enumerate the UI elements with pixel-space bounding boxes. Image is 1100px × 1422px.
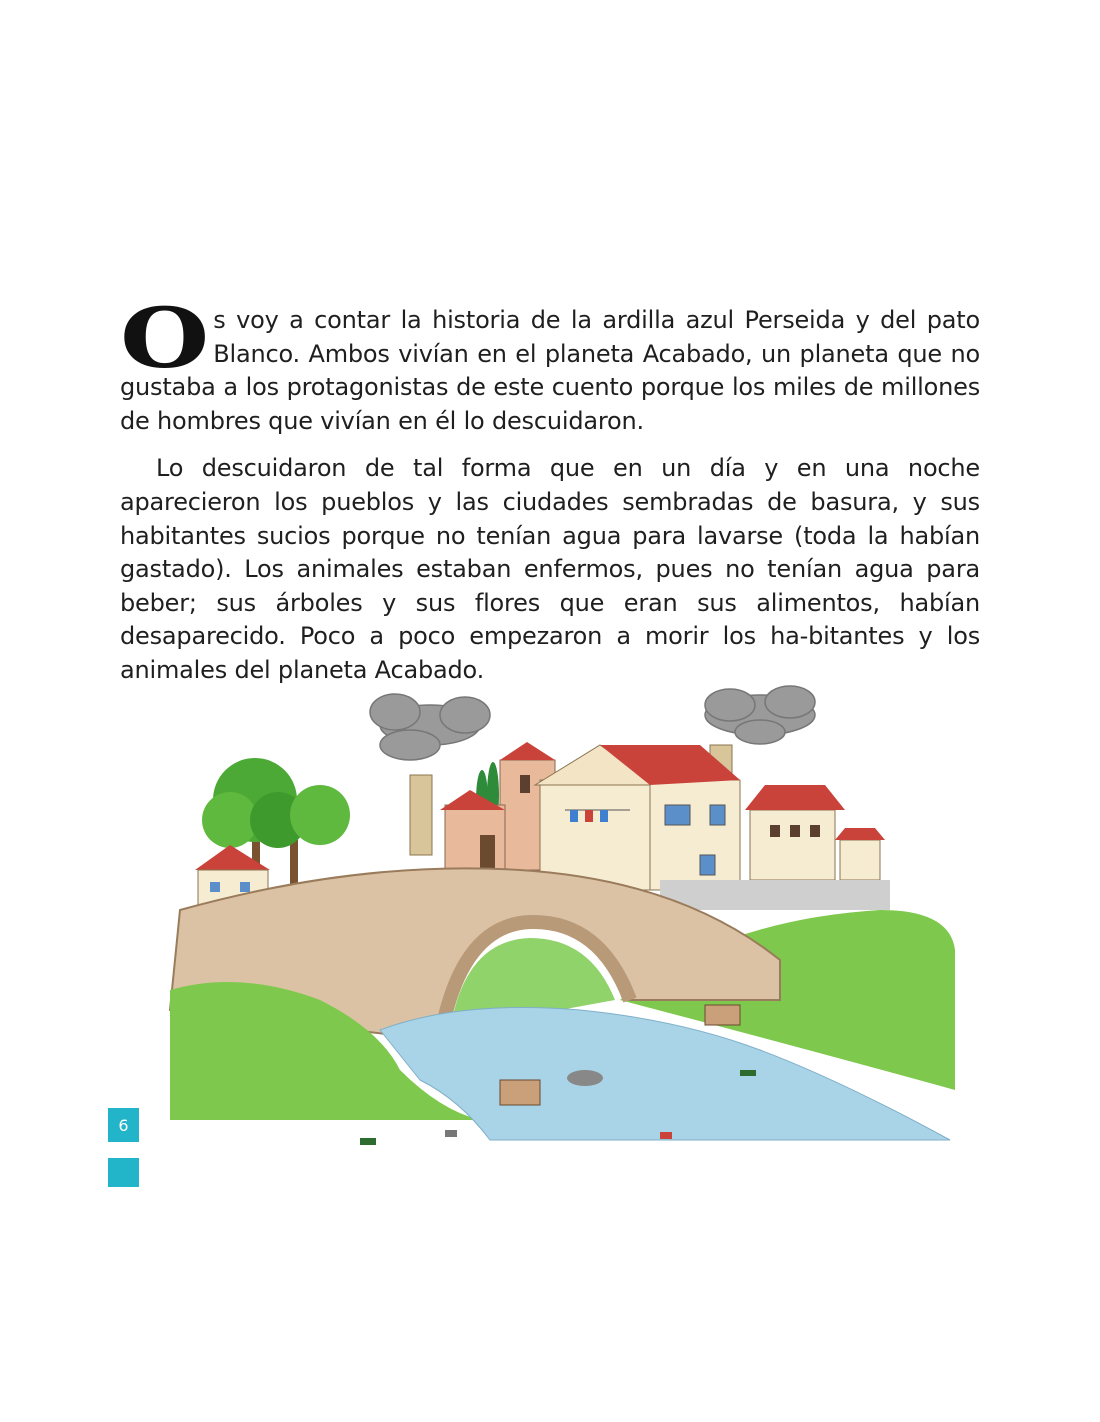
page-number: 6 <box>108 1108 139 1142</box>
drop-cap: O <box>120 291 210 387</box>
smoke-cloud-left <box>370 694 490 760</box>
polluted-village-illustration <box>160 670 960 1170</box>
smoke-cloud-right <box>705 686 815 744</box>
main-building <box>535 745 740 890</box>
chimney-left <box>410 775 432 855</box>
paragraph-2: Lo descuidaron de tal forma que en un día y en una noche aparecieron los pueblos y las ciudades sembradas de basura, y sus habitantes sucios porque no tenían agua para lavarse (toda la habían gastado). Los animales estaban enfermos, pues no tenían agua para beber; sus árboles y sus flores que eran sus alimentos, habían desaparecido. Poco a poco empezaron a morir los ha-bitantes y los animales del planeta Acabado. <box>120 454 980 684</box>
church <box>440 742 555 870</box>
paragraph-1 <box>120 291 980 438</box>
houses-right <box>745 785 885 880</box>
page-accent-bar <box>108 1158 139 1187</box>
story-text <box>120 291 980 688</box>
paragraph-1-text: s voy a contar la historia de la ardilla azul Perseida y del pato Blanco. Ambos vivían en el planeta Acabado, un planeta que no gustaba a los protagonistas de este cuento porque los miles de millones de hombres que vivían en él lo descuidaron. <box>120 306 980 435</box>
